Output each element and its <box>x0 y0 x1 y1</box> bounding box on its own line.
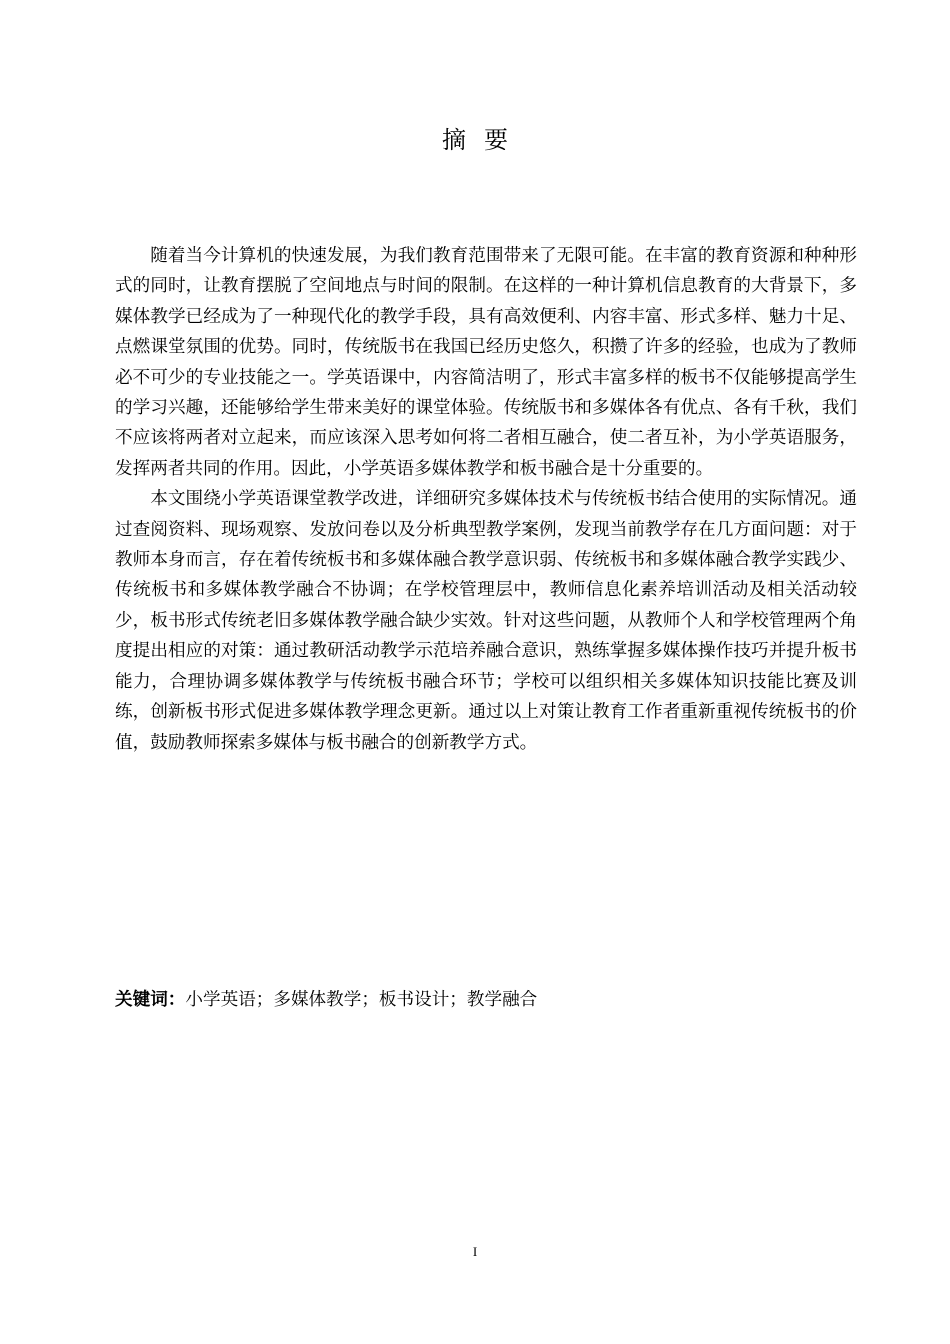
keywords-label: 关键词： <box>115 990 186 1010</box>
page-number: I <box>472 1244 478 1259</box>
keywords-line <box>115 985 857 1015</box>
abstract-paragraph-1: 随着当今计算机的快速发展，为我们教育范围带来了无限可能。在丰富的教育资源和种种形式的同时，让教育摆脱了空间地点与时间的限制。在这样的一种计算机信息教育的大背景下，多媒体教学已经成为了一种现代化的教学手段，具有高效便利、内容丰富、形式多样、魅力十足、点燃课堂氛围的优势。同时，传统版书在我国已经历史悠久，积攒了许多的经验，也成为了教师必不可少的专业技能之一。学英语课中，内容简洁明了，形式丰富多样的板书不仅能够提高学生的学习兴趣，还能够给学生带来美好的课堂体验。传统版书和多媒体各有优点、各有千秋，我们不应该将两者对立起来，而应该深入思考如何将二者相互融合，使二者互补，为小学英语服务，发挥两者共同的作用。因此，小学英语多媒体教学和板书融合是十分重要的。 <box>115 246 857 479</box>
abstract-body <box>115 241 857 758</box>
keywords-value: 小学英语；多媒体教学；板书设计；教学融合 <box>185 990 538 1010</box>
abstract-paragraph-2: 本文围绕小学英语课堂教学改进，详细研究多媒体技术与传统板书结合使用的实际情况。通过查阅资料、现场观察、发放问卷以及分析典型教学案例，发现当前教学存在几方面问题：对于教师本身而言，存在着传统板书和多媒体融合教学意识弱、传统板书和多媒体融合教学实践少、传统板书和多媒体教学融合不协调；在学校管理层中，教师信息化素养培训活动及相关活动较少，板书形式传统老旧多媒体教学融合缺少实效。针对这些问题，从教师个人和学校管理两个角度提出相应的对策：通过教研活动教学示范培养融合意识，熟练掌握多媒体操作技巧并提升板书能力，合理协调多媒体教学与传统板书融合环节；学校可以组织相关多媒体知识技能比赛及训练，创新板书形式促进多媒体教学理念更新。通过以上对策让教育工作者重新重视传统板书的价值，鼓励教师探索多媒体与板书融合的创新教学方式。 <box>115 489 857 753</box>
abstract-title: 摘要 <box>442 126 526 154</box>
